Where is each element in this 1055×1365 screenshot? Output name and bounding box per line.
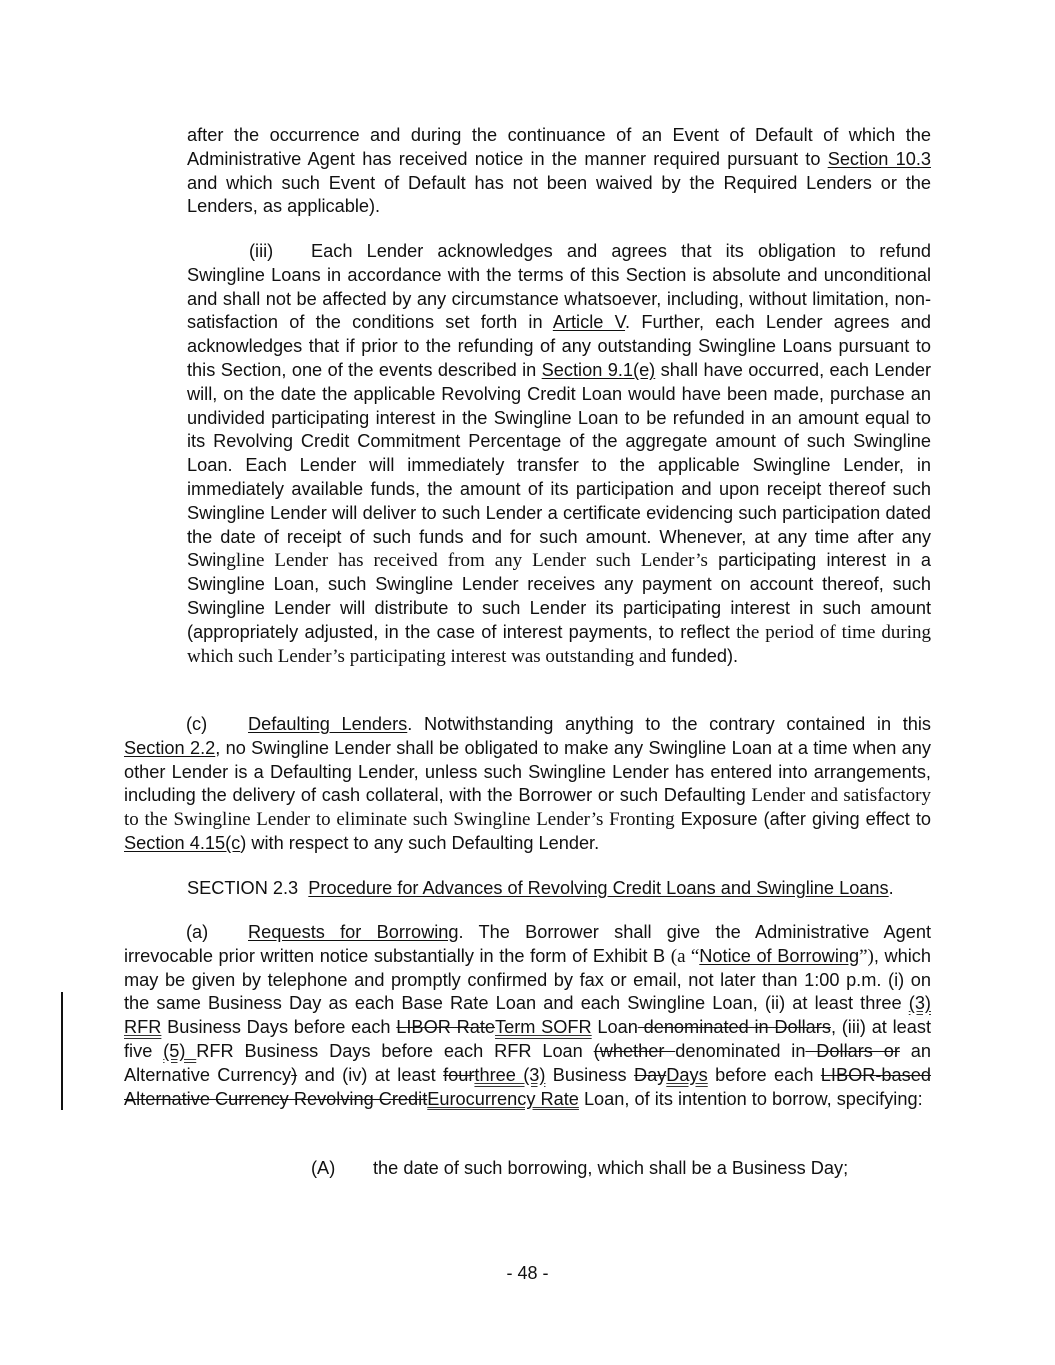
deleted-text: ) bbox=[291, 1064, 298, 1085]
cross-reference-link[interactable]: Article V bbox=[552, 312, 626, 333]
text: ) with respect to any such Defaulting Lender. bbox=[240, 832, 600, 853]
text: denominated in bbox=[675, 1040, 806, 1061]
paragraph-number: (c) bbox=[186, 714, 208, 734]
deleted-text: Day bbox=[633, 1064, 667, 1085]
list-item-a bbox=[311, 1156, 848, 1180]
paragraph-c-defaulting-lenders bbox=[124, 713, 931, 856]
paragraph-iii bbox=[187, 240, 931, 668]
section-number: SECTION 2.3 bbox=[187, 878, 299, 898]
paragraph-heading: Requests for Borrowing bbox=[248, 922, 459, 942]
text: Loan, of its intention to borrow, specifying: bbox=[578, 1088, 923, 1109]
cross-reference-link[interactable]: Section 10.3 bbox=[827, 148, 931, 169]
text: , no Swingline Lender shall be obligated to make any Swingline Loan at a time when any other Lender is a Defaulting Lender, unless such Swingline Lender has entered into arrangements, including the delivery of cash collateral, with the Borrower or such Defaulting bbox=[124, 737, 931, 806]
list-item-label: (A) bbox=[311, 1158, 336, 1178]
inserted-text: (5) bbox=[163, 1040, 197, 1061]
inserted-text: (3) RFR bbox=[124, 993, 931, 1038]
text: Business bbox=[545, 1064, 634, 1085]
text: after the occurrence and during the continuance of an Event of Default of which the Administrative Agent has received notice in the manner required pursuant to bbox=[187, 125, 931, 169]
inserted-text: Days bbox=[666, 1064, 708, 1085]
text: . Further, each Lender agrees and acknowledges that if prior to the refunding of any outstanding Swingline Loans pursuant to this Section, one of the events described in bbox=[187, 312, 931, 380]
inserted-text: three (3) bbox=[474, 1064, 546, 1085]
text: . The Borrower shall give the Administrative Agent irrevocable prior written notice substantially in the form of Exhibit B bbox=[124, 922, 931, 966]
text: Exposure (after giving effect to bbox=[674, 809, 931, 830]
list-item-text: the date of such borrowing, which shall be a Business Day; bbox=[373, 1158, 849, 1178]
inserted-text: Eurocurrency Rate bbox=[427, 1088, 579, 1109]
paragraph-number: (a) bbox=[186, 922, 209, 942]
text: . Notwithstanding anything to the contrary contained in this bbox=[407, 714, 931, 734]
text: . bbox=[888, 878, 894, 898]
text: gline Lender has received from any Lender such Lender’s bbox=[226, 550, 708, 572]
page-number: - 48 - bbox=[506, 1263, 549, 1283]
revision-change-bar bbox=[61, 992, 63, 1110]
deleted-text: Dollars or bbox=[805, 1040, 900, 1061]
cross-reference-link[interactable]: Section 2.2 bbox=[124, 737, 216, 758]
section-heading bbox=[187, 876, 894, 900]
text: and (iv) at least bbox=[297, 1064, 444, 1085]
defined-term: Notice of Borrowing bbox=[699, 945, 860, 966]
text: (a “ bbox=[670, 945, 700, 967]
text: and which such Event of Default has not been waived by the Required Lenders or the Lenders, as applicable). bbox=[187, 172, 931, 217]
deleted-text: LIBOR Rate bbox=[396, 1017, 495, 1038]
paragraph-heading: Defaulting Lenders bbox=[248, 714, 408, 734]
text: ”) bbox=[859, 945, 874, 967]
deleted-text: LIBOR-based Alternative Currency Revolving Credit bbox=[124, 1064, 931, 1109]
section-title: Procedure for Advances of Revolving Credit Loans and Swingline Loans bbox=[308, 878, 889, 898]
inserted-text: Term SOFR bbox=[495, 1017, 592, 1038]
text: an Alternative Currency bbox=[124, 1040, 931, 1085]
cross-reference-link[interactable]: Section 4.15(c bbox=[124, 832, 241, 853]
paragraph-continuation bbox=[187, 124, 931, 219]
text: the period of time during which such Lender’s participating interest was outstanding and bbox=[187, 621, 931, 667]
text: funded). bbox=[666, 645, 739, 666]
text: RFR Business Days before each RFR Loan bbox=[196, 1040, 594, 1061]
text: Lender and satisfactory to the Swingline Lender to eliminate such Swingline Lender’s Fronting bbox=[124, 785, 932, 831]
deleted-text: denominated in Dollars bbox=[637, 1017, 831, 1038]
text: , which may be given by telephone and promptly confirmed by fax or email, not later than 1:00 p.m. (i) on the same Business Day as each Base Rate Loan and each Swingline Loan, (ii) at least three bbox=[124, 945, 932, 1014]
text: Each Lender acknowledges and agrees that its obligation to refund Swingline Loans in accordance with the terms of this Section is absolute and unconditional and shall not be affected by any circumstance whatsoever, including, without limitation, non-satisfaction of the conditions set forth in bbox=[187, 241, 931, 333]
cross-reference-link[interactable]: Section 9.1(e) bbox=[541, 359, 656, 380]
text: Business Days before each bbox=[161, 1017, 397, 1038]
text: , (iii) at least five bbox=[124, 1017, 931, 1061]
text: participating interest in a Swingline Loan, such Swingline Lender receives any payment on account thereof, such Swingline Lender will distribute to such Lender its participating interest in such amount (appropriately adjusted, in the case of interest payments, to reflect bbox=[187, 550, 931, 642]
deleted-text: four bbox=[443, 1064, 475, 1085]
paragraph-a-requests-for-borrowing bbox=[124, 921, 931, 1111]
deleted-text: (whether bbox=[593, 1040, 676, 1061]
text: shall have occurred, each Lender will, on the date the applicable Revolving Credit Loan would have been made, purchase an undivided participating interest in the Swingline Loan to be refunded in an amount equal to its Revolving Credit Commitment Percentage of the aggregate amount of such Swingline Loan. Each Lender will immediately transfer to the applicable Swingline Lender, in immediately available funds, the amount of its participation and upon receipt thereof such Swingline Lender will deliver to such Lender a certificate evidencing such participation dated the date of receipt of such funds and for such amount. Whenever, at any time after any Swin bbox=[187, 359, 932, 571]
text: before each bbox=[707, 1064, 821, 1085]
text: Loan bbox=[591, 1017, 638, 1038]
paragraph-number: (iii) bbox=[249, 241, 274, 261]
